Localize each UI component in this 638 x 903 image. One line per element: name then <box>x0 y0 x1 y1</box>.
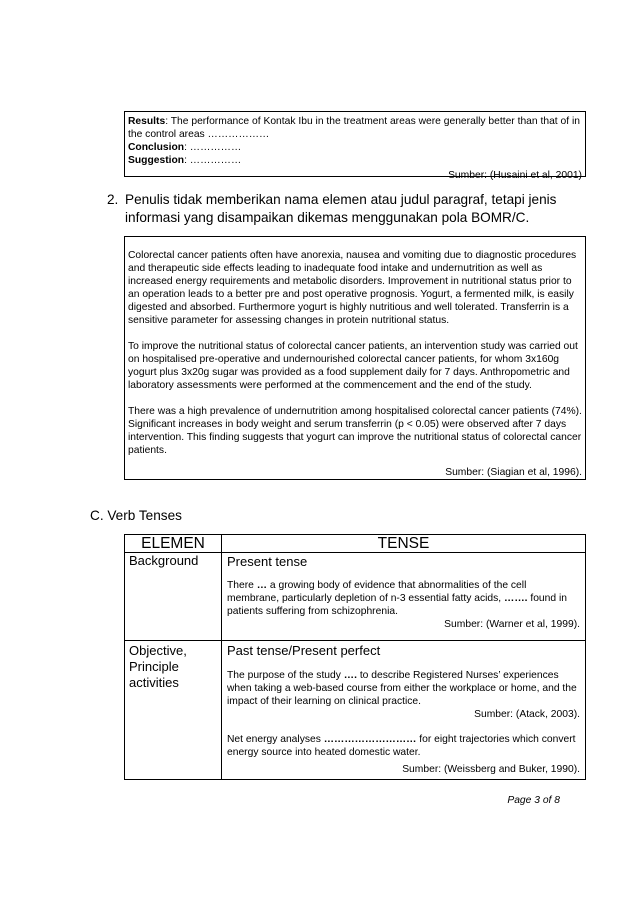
suggestion-label: Suggestion <box>128 155 185 166</box>
header-tense: TENSE <box>222 535 586 553</box>
abstract-box-siagian <box>124 236 586 480</box>
source-citation: Sumber: (Atack, 2003). <box>474 709 580 720</box>
abstract-box-husaini <box>124 111 586 181</box>
page-number: Page 3 of 8 <box>507 795 560 806</box>
example-text <box>222 669 585 708</box>
conclusion-line <box>128 141 582 154</box>
suggestion-line <box>128 154 582 167</box>
tense-name: Past tense/Present perfect <box>227 643 381 658</box>
element-label: Principle <box>129 659 179 674</box>
source-citation: Sumber: (Siagian et al, 1996). <box>445 467 582 478</box>
example-text <box>222 579 585 618</box>
conclusion-text: : …………… <box>184 142 242 153</box>
section-heading-verb-tenses: C. Verb Tenses <box>90 508 182 523</box>
verb-tenses-table <box>124 534 586 780</box>
blank-marker: … <box>256 580 268 591</box>
element-cell <box>125 553 222 641</box>
source-citation: Sumber: (Husaini et al, 2001) <box>448 170 582 181</box>
blank-marker: …. <box>343 670 357 681</box>
example-part: found in patients suffering from schizophrenia. <box>227 593 567 617</box>
results-text: : The performance of Kontak Ibu in the treatment areas were generally better than that of in the control areas ……………… <box>128 116 580 140</box>
tense-cell <box>222 553 586 641</box>
point-number: 2. <box>107 192 119 207</box>
table-row <box>125 553 586 641</box>
example-part: to describe Registered Nurses’ experiences when taking a web-based course from either the workplace or home, and the impact of their learning on clinical practice. <box>227 670 577 707</box>
results-label: Results <box>128 116 166 127</box>
header-elemen: ELEMEN <box>125 535 222 553</box>
example-part: Net energy analyses <box>227 734 324 745</box>
abstract-paragraph: To improve the nutritional status of colorectal cancer patients, an intervention study was carried out on hospitalised pre-operative and undernourished colorectal cancer patients, for whom 3x160g yogurt plus 3x20g sugar was provided as a food supplement daily for 7 days. Anthropometric and laboratory assessments were performed at the commencement and the end of the study. <box>128 341 578 391</box>
example-part: The purpose of the study <box>227 670 344 681</box>
point-text: Penulis tidak memberikan nama elemen atau judul paragraf, tetapi jenis informasi yang disampaikan dikemas menggunakan pola BOMR/C. <box>125 192 557 225</box>
abstract-paragraph: There was a high prevalence of undernutrition among hospitalised colorectal cancer patients (74%). Significant increases in body weight and serum transferrin (p < 0.05) were observed after 7 days intervention. This finding suggests that yogurt can improve the nutritional status of colorectal cancer patients. <box>128 406 582 456</box>
example-part: There <box>227 580 257 591</box>
tense-cell <box>222 641 586 780</box>
abstract-paragraph: Colorectal cancer patients often have anorexia, nausea and vomiting due to diagnostic procedures and therapeutic side effects leading to inadequate food intake and undernutrition as well as increased energy requirements and metabolic disorders. Improvement in nutritional status prior to an operation leads to a better pre and post operative prognosis. Yogurt, a fermented milk, is easily digested and absorbed. Furthermore yogurt is highly nutritious and well tolerated. Transferrin is a sensitive parameter for assessing changes in protein nutritional status. <box>128 250 577 326</box>
example-part: a growing body of evidence that abnormalities of the cell membrane, particularly depletion of n-3 essential fatty acids, <box>227 580 527 604</box>
element-label: Objective, <box>129 643 187 658</box>
source-citation: Sumber: (Weissberg and Buker, 1990). <box>402 764 580 775</box>
conclusion-label: Conclusion <box>128 142 185 153</box>
element-cell <box>125 641 222 780</box>
suggestion-text: : …………… <box>184 155 242 166</box>
blank-marker: ……. <box>504 593 528 604</box>
table-row <box>125 641 586 780</box>
blank-marker: ……………………… <box>323 734 417 745</box>
tense-name: Present tense <box>227 554 308 569</box>
example-text <box>222 733 585 759</box>
element-label: Background <box>129 553 199 568</box>
table-header-row <box>125 535 586 553</box>
example-part: for eight trajectories which convert energy source into heated domestic water. <box>227 734 576 758</box>
source-citation: Sumber: (Warner et al, 1999). <box>444 619 580 630</box>
results-line <box>128 115 582 141</box>
element-label: activities <box>129 675 179 690</box>
